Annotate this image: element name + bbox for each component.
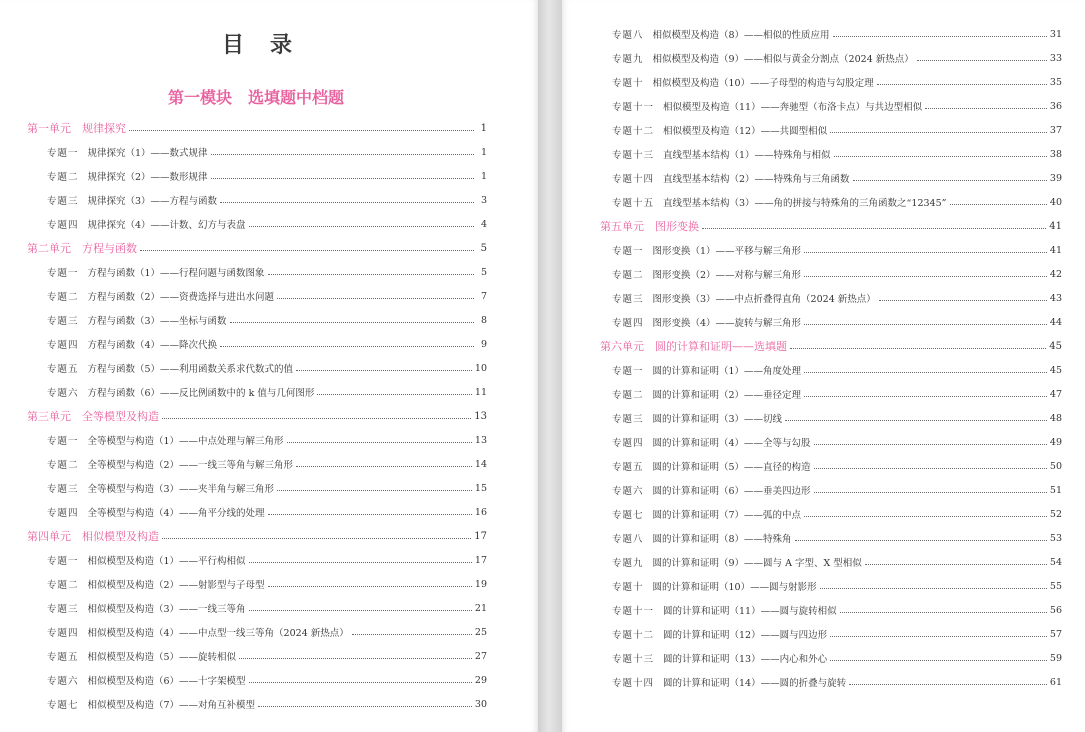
topic-number: 专题一 bbox=[47, 268, 79, 279]
page-number: 35 bbox=[1049, 76, 1062, 88]
dot-leader bbox=[804, 396, 1047, 397]
dot-leader bbox=[804, 516, 1047, 517]
dot-leader bbox=[830, 132, 1047, 133]
toc-topic-entry bbox=[600, 310, 1062, 334]
dot-leader bbox=[296, 466, 472, 467]
topic-title: 相似模型及构造（4）——中点型一线三等角（2024 新热点） bbox=[87, 628, 349, 639]
topic-title: 圆的计算和证明（12）——圆与四边形 bbox=[663, 630, 828, 641]
dot-leader bbox=[820, 588, 1047, 589]
toc-topic-entry bbox=[27, 620, 487, 644]
topic-number: 专题三 bbox=[47, 484, 79, 495]
topic-title: 圆的计算和证明（7）——弧的中点 bbox=[652, 510, 802, 521]
dot-leader bbox=[795, 540, 1047, 541]
toc-topic-entry bbox=[27, 284, 487, 308]
toc-topic-entry bbox=[600, 94, 1062, 118]
topic-number: 专题八 bbox=[612, 30, 644, 41]
toc-topic-entry bbox=[27, 452, 487, 476]
dot-leader bbox=[950, 204, 1047, 205]
page-number: 50 bbox=[1049, 460, 1062, 472]
left-book-page bbox=[0, 0, 538, 732]
toc-unit-heading bbox=[600, 214, 1062, 238]
dot-leader bbox=[804, 252, 1047, 253]
topic-number: 专题一 bbox=[47, 148, 79, 159]
page-number: 1 bbox=[480, 170, 487, 182]
toc-topic-entry bbox=[600, 646, 1062, 670]
dot-leader bbox=[268, 514, 472, 515]
page-number: 47 bbox=[1049, 388, 1062, 400]
dot-leader bbox=[785, 420, 1047, 421]
dot-leader bbox=[804, 276, 1047, 277]
topic-number: 专题三 bbox=[612, 294, 644, 305]
topic-title: 方程与函数（3）——坐标与函数 bbox=[87, 316, 227, 327]
topic-title: 圆的计算和证明（13）——内心和外心 bbox=[663, 654, 828, 665]
toc-topic-entry bbox=[27, 164, 487, 188]
dot-leader bbox=[925, 108, 1047, 109]
toc-topic-entry bbox=[27, 428, 487, 452]
topic-number: 专题九 bbox=[612, 54, 644, 65]
page-number: 52 bbox=[1049, 508, 1062, 520]
page-number: 5 bbox=[480, 266, 487, 278]
toc-topic-entry bbox=[600, 70, 1062, 94]
page-number: 56 bbox=[1049, 604, 1062, 616]
dot-leader bbox=[879, 300, 1047, 301]
toc-topic-entry bbox=[600, 286, 1062, 310]
page-number: 59 bbox=[1049, 652, 1062, 664]
topic-title: 方程与函数（1）——行程问题与函数图象 bbox=[87, 268, 265, 279]
topic-title: 方程与函数（4）——降次代换 bbox=[87, 340, 218, 351]
toc-topic-entry bbox=[600, 598, 1062, 622]
toc-topic-entry bbox=[27, 476, 487, 500]
toc-list-right bbox=[600, 22, 1062, 694]
topic-number: 专题四 bbox=[47, 628, 79, 639]
dot-leader bbox=[220, 346, 474, 347]
toc-topic-entry bbox=[27, 260, 487, 284]
toc-topic-entry bbox=[600, 454, 1062, 478]
page-number: 1 bbox=[480, 122, 487, 134]
toc-unit-heading bbox=[27, 236, 487, 260]
page-number: 42 bbox=[1049, 268, 1062, 280]
dot-leader bbox=[268, 586, 472, 587]
topic-title: 方程与函数（2）——资费选择与进出水问题 bbox=[87, 292, 275, 303]
topic-title: 全等模型与构造（4）——角平分线的处理 bbox=[87, 508, 265, 519]
toc-topic-entry bbox=[27, 572, 487, 596]
topic-number: 专题十三 bbox=[612, 654, 655, 665]
dot-leader bbox=[162, 538, 471, 539]
toc-topic-entry bbox=[27, 356, 487, 380]
topic-title: 规律探究（1）——数式规律 bbox=[87, 148, 208, 159]
toc-topic-entry bbox=[27, 692, 487, 716]
topic-number: 专题三 bbox=[47, 316, 79, 327]
unit-title: 第一单元 规律探究 bbox=[27, 122, 126, 135]
page-number: 29 bbox=[474, 674, 487, 686]
topic-number: 专题二 bbox=[47, 292, 79, 303]
dot-leader bbox=[140, 250, 474, 251]
topic-number: 专题十一 bbox=[612, 102, 655, 113]
topic-number: 专题六 bbox=[612, 486, 644, 497]
topic-number: 专题十四 bbox=[612, 174, 655, 185]
topic-number: 专题十三 bbox=[612, 150, 655, 161]
dot-leader bbox=[830, 660, 1047, 661]
topic-number: 专题十 bbox=[612, 582, 644, 593]
toc-topic-entry bbox=[600, 46, 1062, 70]
dot-leader bbox=[317, 394, 472, 395]
toc-topic-entry bbox=[600, 166, 1062, 190]
toc-topic-entry bbox=[27, 308, 487, 332]
page-number: 5 bbox=[480, 242, 487, 254]
topic-number: 专题七 bbox=[612, 510, 644, 521]
page-number: 10 bbox=[474, 362, 487, 374]
topic-number: 专题一 bbox=[612, 246, 644, 257]
topic-title: 直线型基本结构（3）——角的拼接与特殊角的三角函数之“12345” bbox=[663, 198, 947, 209]
topic-title: 全等模型与构造（1）——中点处理与解三角形 bbox=[87, 436, 284, 447]
dot-leader bbox=[287, 442, 472, 443]
topic-title: 全等模型与构造（3）——夹半角与解三角形 bbox=[87, 484, 275, 495]
page-number: 39 bbox=[1049, 172, 1062, 184]
dot-leader bbox=[814, 492, 1047, 493]
topic-title: 图形变换（4）——旋转与解三角形 bbox=[652, 318, 802, 329]
page-number: 13 bbox=[474, 410, 487, 422]
dot-leader bbox=[814, 468, 1047, 469]
dot-leader bbox=[268, 274, 474, 275]
dot-leader bbox=[840, 612, 1047, 613]
topic-number: 专题十五 bbox=[612, 198, 655, 209]
topic-title: 方程与函数（6）——反比例函数中的 k 值与几何图形 bbox=[87, 388, 315, 399]
toc-topic-entry bbox=[600, 406, 1062, 430]
toc-topic-entry bbox=[600, 550, 1062, 574]
topic-title: 相似模型及构造（10）——子母型的构造与勾股定理 bbox=[652, 78, 874, 89]
toc-topic-entry bbox=[600, 22, 1062, 46]
topic-number: 专题二 bbox=[47, 460, 79, 471]
topic-title: 相似模型及构造（3）——一线三等角 bbox=[87, 604, 246, 615]
dot-leader bbox=[211, 178, 474, 179]
topic-number: 专题二 bbox=[47, 580, 79, 591]
unit-title: 第三单元 全等模型及构造 bbox=[27, 410, 159, 423]
toc-topic-entry bbox=[600, 478, 1062, 502]
topic-number: 专题十 bbox=[612, 78, 644, 89]
dot-leader bbox=[849, 684, 1047, 685]
topic-title: 圆的计算和证明（14）——圆的折叠与旋转 bbox=[663, 678, 847, 689]
topic-title: 方程与函数（5）——利用函数关系求代数式的值 bbox=[87, 364, 294, 375]
topic-title: 圆的计算和证明（3）——切线 bbox=[652, 414, 783, 425]
topic-number: 专题十二 bbox=[612, 126, 655, 137]
topic-number: 专题一 bbox=[47, 436, 79, 447]
dot-leader bbox=[249, 682, 472, 683]
dot-leader bbox=[877, 84, 1047, 85]
toc-topic-entry bbox=[27, 596, 487, 620]
topic-title: 图形变换（1）——平移与解三角形 bbox=[652, 246, 802, 257]
topic-title: 相似模型及构造（2）——射影型与子母型 bbox=[87, 580, 265, 591]
topic-title: 相似模型及构造（1）——平行构相似 bbox=[87, 556, 246, 567]
topic-title: 图形变换（2）——对称与解三角形 bbox=[652, 270, 802, 281]
page-number: 17 bbox=[474, 554, 487, 566]
topic-title: 圆的计算和证明（11）——圆与旋转相似 bbox=[663, 606, 837, 617]
dot-leader bbox=[277, 298, 474, 299]
topic-title: 相似模型及构造（12）——共圆型相似 bbox=[663, 126, 828, 137]
topic-number: 专题八 bbox=[612, 534, 644, 545]
module-title: 第一模块 选填题中档题 bbox=[167, 88, 344, 107]
toc-unit-heading bbox=[27, 404, 487, 428]
page-number: 41 bbox=[1049, 244, 1062, 256]
page-number: 16 bbox=[474, 506, 487, 518]
page-number: 8 bbox=[480, 314, 487, 326]
page-number: 40 bbox=[1049, 196, 1062, 208]
toc-unit-heading bbox=[27, 116, 487, 140]
dot-leader bbox=[249, 610, 472, 611]
dot-leader bbox=[814, 444, 1047, 445]
page-number: 25 bbox=[474, 626, 487, 638]
topic-number: 专题三 bbox=[612, 414, 644, 425]
dot-leader bbox=[804, 372, 1047, 373]
page-number: 9 bbox=[480, 338, 487, 350]
topic-number: 专题四 bbox=[612, 318, 644, 329]
topic-number: 专题二 bbox=[47, 172, 79, 183]
toc-topic-entry bbox=[600, 382, 1062, 406]
toc-topic-entry bbox=[27, 500, 487, 524]
topic-number: 专题四 bbox=[47, 508, 79, 519]
dot-leader bbox=[211, 154, 474, 155]
dot-leader bbox=[249, 226, 474, 227]
page-number: 38 bbox=[1049, 148, 1062, 160]
topic-number: 专题十一 bbox=[612, 606, 655, 617]
topic-title: 圆的计算和证明（10）——圆与射影形 bbox=[652, 582, 817, 593]
page-number: 37 bbox=[1049, 124, 1062, 136]
topic-title: 规律探究（2）——数形规律 bbox=[87, 172, 208, 183]
toc-topic-entry bbox=[27, 380, 487, 404]
topic-number: 专题四 bbox=[612, 438, 644, 449]
topic-number: 专题七 bbox=[47, 700, 79, 711]
toc-topic-entry bbox=[600, 238, 1062, 262]
topic-number: 专题四 bbox=[47, 220, 79, 231]
page-number: 45 bbox=[1049, 340, 1062, 352]
dot-leader bbox=[220, 202, 474, 203]
dot-leader bbox=[239, 658, 472, 659]
toc-topic-entry bbox=[27, 668, 487, 692]
toc-unit-heading bbox=[27, 524, 487, 548]
topic-title: 相似模型及构造（5）——旋转相似 bbox=[87, 652, 237, 663]
topic-title: 全等模型与构造（2）——一线三等角与解三角形 bbox=[87, 460, 294, 471]
dot-leader bbox=[865, 564, 1047, 565]
page-number: 13 bbox=[474, 434, 487, 446]
toc-topic-entry bbox=[27, 212, 487, 236]
toc-topic-entry bbox=[27, 548, 487, 572]
topic-title: 圆的计算和证明（1）——角度处理 bbox=[652, 366, 802, 377]
toc-topic-entry bbox=[600, 622, 1062, 646]
toc-topic-entry bbox=[600, 142, 1062, 166]
page-number: 45 bbox=[1049, 364, 1062, 376]
page-number: 41 bbox=[1049, 220, 1062, 232]
page-number: 30 bbox=[474, 698, 487, 710]
topic-title: 相似模型及构造（11）——奔驰型（布洛卡点）与共边型相似 bbox=[663, 102, 923, 113]
topic-number: 专题十二 bbox=[612, 630, 655, 641]
page-number: 11 bbox=[474, 386, 487, 398]
toc-topic-entry bbox=[27, 140, 487, 164]
page-number: 4 bbox=[480, 218, 487, 230]
dot-leader bbox=[853, 180, 1047, 181]
page-number: 44 bbox=[1049, 316, 1062, 328]
page-number: 51 bbox=[1049, 484, 1062, 496]
page-number: 3 bbox=[480, 194, 487, 206]
toc-topic-entry bbox=[27, 644, 487, 668]
dot-leader bbox=[230, 322, 474, 323]
topic-title: 圆的计算和证明（8）——特殊角 bbox=[652, 534, 792, 545]
page-number: 55 bbox=[1049, 580, 1062, 592]
topic-number: 专题二 bbox=[612, 390, 644, 401]
toc-topic-entry bbox=[27, 188, 487, 212]
topic-title: 圆的计算和证明（4）——全等与勾股 bbox=[652, 438, 811, 449]
dot-leader bbox=[352, 634, 472, 635]
dot-leader bbox=[258, 706, 472, 707]
right-book-page bbox=[562, 0, 1085, 732]
topic-number: 专题六 bbox=[47, 676, 79, 687]
toc-list-left bbox=[27, 116, 487, 716]
page-number: 43 bbox=[1049, 292, 1062, 304]
unit-title: 第六单元 圆的计算和证明——选填题 bbox=[600, 340, 787, 353]
page-number: 48 bbox=[1049, 412, 1062, 424]
topic-title: 相似模型及构造（8）——相似的性质应用 bbox=[652, 30, 830, 41]
page-number: 1 bbox=[480, 146, 487, 158]
topic-number: 专题六 bbox=[47, 388, 79, 399]
topic-number: 专题五 bbox=[47, 364, 79, 375]
topic-title: 圆的计算和证明（6）——垂美四边形 bbox=[652, 486, 811, 497]
page-number: 27 bbox=[474, 650, 487, 662]
topic-title: 直线型基本结构（1）——特殊角与相似 bbox=[663, 150, 831, 161]
page-number: 54 bbox=[1049, 556, 1062, 568]
toc-topic-entry bbox=[600, 430, 1062, 454]
page-number: 53 bbox=[1049, 532, 1062, 544]
toc-topic-entry bbox=[600, 358, 1062, 382]
page-number: 21 bbox=[474, 602, 487, 614]
topic-number: 专题二 bbox=[612, 270, 644, 281]
page-number: 61 bbox=[1049, 676, 1062, 688]
dot-leader bbox=[834, 156, 1047, 157]
unit-title: 第五单元 图形变换 bbox=[600, 220, 699, 233]
topic-number: 专题五 bbox=[47, 652, 79, 663]
topic-number: 专题十四 bbox=[612, 678, 655, 689]
unit-title: 第四单元 相似模型及构造 bbox=[27, 530, 159, 543]
dot-leader bbox=[249, 562, 472, 563]
dot-leader bbox=[162, 418, 471, 419]
topic-title: 圆的计算和证明（2）——垂径定理 bbox=[652, 390, 802, 401]
toc-topic-entry bbox=[27, 332, 487, 356]
topic-title: 直线型基本结构（2）——特殊角与三角函数 bbox=[663, 174, 850, 185]
topic-title: 相似模型及构造（7）——对角互补模型 bbox=[87, 700, 256, 711]
dot-leader bbox=[830, 636, 1047, 637]
dot-leader bbox=[129, 130, 474, 131]
toc-title: 目 录 bbox=[221, 32, 294, 58]
page-number: 31 bbox=[1049, 28, 1062, 40]
toc-topic-entry bbox=[600, 118, 1062, 142]
page-number: 17 bbox=[474, 530, 487, 542]
topic-title: 圆的计算和证明（9）——圆与 A 字型、X 型相似 bbox=[652, 558, 862, 569]
topic-title: 规律探究（4）——计数、幻方与表盘 bbox=[87, 220, 246, 231]
topic-number: 专题一 bbox=[612, 366, 644, 377]
topic-title: 相似模型及构造（6）——十字架模型 bbox=[87, 676, 246, 687]
toc-topic-entry bbox=[600, 502, 1062, 526]
toc-topic-entry bbox=[600, 190, 1062, 214]
toc-topic-entry bbox=[600, 670, 1062, 694]
topic-number: 专题九 bbox=[612, 558, 644, 569]
toc-topic-entry bbox=[600, 574, 1062, 598]
toc-topic-entry bbox=[600, 526, 1062, 550]
dot-leader bbox=[790, 348, 1046, 349]
toc-topic-entry bbox=[600, 262, 1062, 286]
page-number: 14 bbox=[474, 458, 487, 470]
page-number: 36 bbox=[1049, 100, 1062, 112]
page-number: 33 bbox=[1049, 52, 1062, 64]
topic-title: 规律探究（3）——方程与函数 bbox=[87, 196, 218, 207]
dot-leader bbox=[917, 60, 1047, 61]
dot-leader bbox=[833, 36, 1047, 37]
dot-leader bbox=[804, 324, 1047, 325]
page-number: 57 bbox=[1049, 628, 1062, 640]
book-gutter bbox=[538, 0, 562, 732]
dot-leader bbox=[277, 490, 472, 491]
unit-title: 第二单元 方程与函数 bbox=[27, 242, 137, 255]
topic-title: 相似模型及构造（9）——相似与黄金分割点（2024 新热点） bbox=[652, 54, 914, 65]
topic-title: 圆的计算和证明（5）——直径的构造 bbox=[652, 462, 811, 473]
topic-number: 专题三 bbox=[47, 196, 79, 207]
dot-leader bbox=[702, 228, 1046, 229]
topic-number: 专题一 bbox=[47, 556, 79, 567]
page-number: 7 bbox=[480, 290, 487, 302]
page-number: 19 bbox=[474, 578, 487, 590]
toc-unit-heading bbox=[600, 334, 1062, 358]
topic-number: 专题五 bbox=[612, 462, 644, 473]
dot-leader bbox=[296, 370, 472, 371]
topic-number: 专题三 bbox=[47, 604, 79, 615]
page-number: 15 bbox=[474, 482, 487, 494]
topic-number: 专题四 bbox=[47, 340, 79, 351]
page-number: 49 bbox=[1049, 436, 1062, 448]
topic-title: 图形变换（3）——中点折叠得直角（2024 新热点） bbox=[652, 294, 876, 305]
